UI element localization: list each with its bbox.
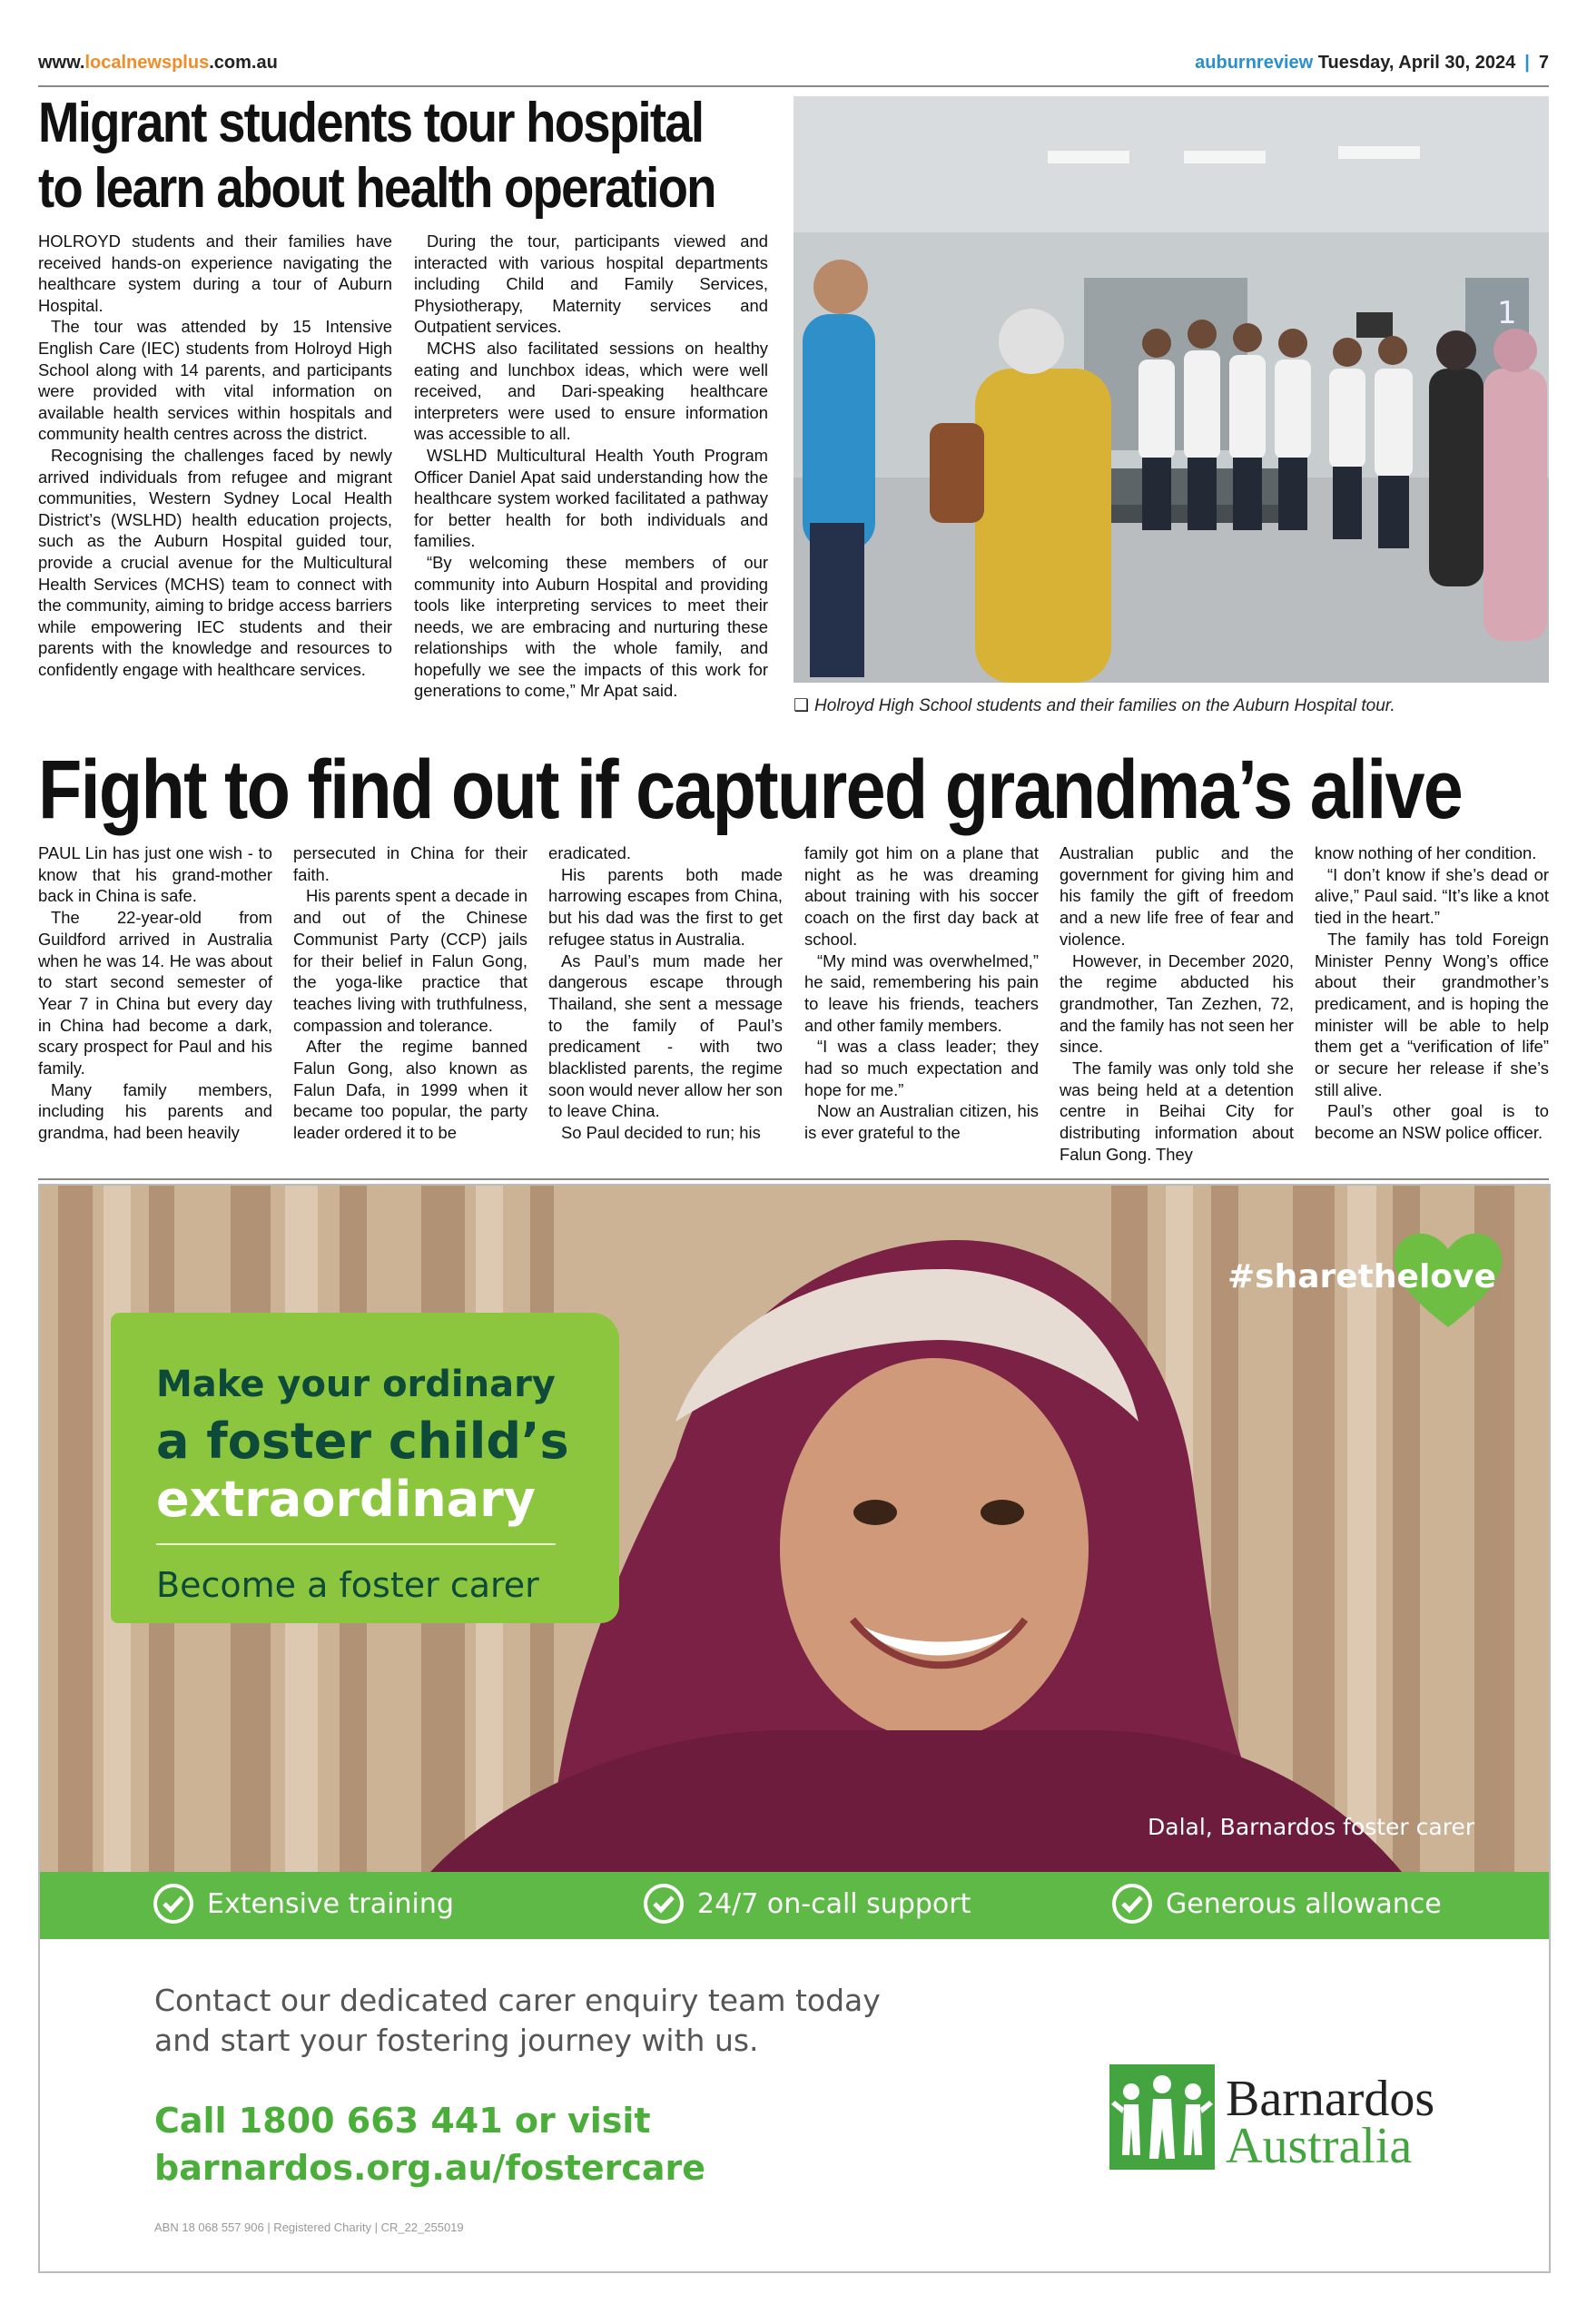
article2-column-2 (293, 842, 527, 1144)
mid-rule (38, 1178, 1549, 1180)
separator: | (1524, 53, 1530, 73)
paragraph: The family was only told she was being held at a detention centre in Beihai City for distributing information about Falun Gong. They (1060, 1059, 1294, 1164)
article1-headline (38, 91, 715, 222)
article2-column-4 (804, 842, 1039, 1144)
features-band (40, 1872, 1549, 1939)
feature-item (153, 1883, 454, 1925)
paragraph: During the tour, participants viewed and interacted with various hospital departments including Child and Family Services, Physiotherapy, Maternity services and Outpatient services. (414, 231, 768, 337)
article1-column-1 (38, 231, 392, 680)
svg-text:1: 1 (1497, 295, 1517, 331)
site-url[interactable] (38, 53, 278, 74)
hospital-tour-illustration (794, 96, 1549, 683)
paragraph: So Paul decided to run; his (561, 1123, 761, 1143)
contact-line2: and start your fostering journey with us. (154, 2023, 759, 2058)
paragraph: HOLROYD students and their families have received hands-on experience navigating the healthcare system during a tour of Auburn Hospital. (38, 231, 392, 315)
page-number: 7 (1538, 53, 1549, 73)
site-url-highlight: localnewsplus (84, 53, 210, 73)
paragraph: Australian public and the government for giving him and his family the gift of freedom and a new life free of fear and violence. (1060, 843, 1294, 949)
article1-headline-line1: Migrant students tour hospital (38, 92, 704, 154)
photo-caption (794, 695, 1395, 716)
paragraph: Paul’s other goal is to become an NSW police officer. (1315, 1101, 1549, 1143)
paragraph: PAUL Lin has just one wish - to know that his grand-mother back in China is safe. (38, 843, 272, 906)
paragraph: persecuted in China for their faith. (293, 843, 527, 884)
article2-column-5 (1060, 842, 1294, 1166)
paragraph: As Paul’s mum made her dangerous escape through Thailand, she sent a message to the family of Paul’s predicament - with two blacklisted parents, the regime soon would never allow her son to leave China. (548, 950, 783, 1121)
check-circle-icon (1111, 1883, 1153, 1925)
paragraph: know nothing of her condition. (1315, 843, 1537, 862)
site-url-suffix: .com.au (209, 53, 278, 73)
ad-headline-line1: Make your ordinary (156, 1364, 556, 1405)
paragraph: Many family members, including his parents and grandma, had been heavily (38, 1079, 272, 1143)
article2-column-1 (38, 842, 272, 1144)
contact-text (154, 1981, 881, 2061)
paragraph: Recognising the challenges faced by newly arrived individuals from refugee and migrant communities, Western Sydney Local Health District’s (WSLHD) health education projects, such as the Auburn Hospital guided tour, provide a crucial avenue for the Multicultural Health Services (MCHS) team to connect with the community, aiming to bridge access barriers while empowering IEC students and their parents with the knowledge and resources to confidently engage with healthcare services. (38, 445, 392, 679)
hashtag: #sharethelove (1227, 1258, 1496, 1295)
feature-item (1111, 1883, 1442, 1925)
masthead-brand-a: auburn (1195, 53, 1257, 73)
paragraph: eradicated. (548, 843, 631, 862)
hospital-tour-photo (794, 96, 1549, 683)
paragraph: His parents both made harrowing escapes from China, but his dad was the first to get refugee status in Australia. (548, 864, 783, 949)
logo-text-australia: Australia (1226, 2118, 1413, 2174)
paragraph: After the regime banned Falun Gong, also known as Falun Dafa, in 1999 when it became too popular, the party leader ordered it to be (293, 1037, 527, 1143)
feature-label: Generous allowance (1166, 1887, 1442, 1920)
paragraph: The family has told Foreign Minister Penny Wong’s office about their grandmother’s predicament, and is hoping the minister will be able to help them get a “verification of life” or secure her release if she’s still alive. (1315, 929, 1549, 1099)
paragraph: The tour was attended by 15 Intensive English Care (IEC) students from Holroyd High School along with 14 parents, and participants were provided with vital information on available health services within hospitals and community health centres across the district. (38, 317, 392, 444)
article1-headline-line2: to learn about health operation (38, 157, 715, 220)
phone-line[interactable]: Call 1800 663 441 or visit (154, 2101, 651, 2141)
site-url-prefix: www. (38, 53, 85, 73)
check-circle-icon (643, 1883, 685, 1925)
paragraph: MCHS also facilitated sessions on healthy eating and lunchbox ideas, which were well received, and Dari-speaking healthcare interpreters were used to ensure information was accessible to all. (414, 338, 768, 444)
barnardos-logo-mark (1109, 2064, 1215, 2170)
caption-square-icon: ❑ (794, 696, 810, 715)
paragraph: “I was a class leader; they had so much expectation and hope for me.” (804, 1037, 1039, 1099)
call-to-action[interactable] (154, 2097, 705, 2191)
abn-notice: ABN 18 068 557 906 | Registered Charity | CR_22_255019 (154, 2221, 464, 2234)
paragraph: “I don’t know if she’s dead or alive,” Paul said. “It’s like a knot tied in the heart.” (1315, 864, 1549, 928)
ad-headline-line3: extraordinary (156, 1471, 536, 1528)
paragraph: However, in December 2020, the regime abducted his grandmother, Tan Zezhen, 72, and the family has not seen her since. (1060, 950, 1294, 1057)
article2-headline: Fight to find out if captured grandma’s alive (38, 743, 1463, 836)
ad-headline-line2: a foster child’s (156, 1413, 569, 1470)
article2-column-3 (548, 842, 783, 1144)
feature-label: 24/7 on-call support (697, 1887, 971, 1920)
caption-text: Holroyd High School students and their families on the Auburn Hospital tour. (814, 696, 1395, 715)
paragraph: family got him on a plane that night as he was dreaming about training with his soccer coach on the first day back at school. (804, 843, 1039, 949)
photo-credit: Dalal, Barnardos foster carer (1148, 1814, 1475, 1840)
ad-divider (156, 1543, 556, 1545)
masthead (1195, 53, 1549, 74)
paragraph: “My mind was overwhelmed,” he said, remembering his pain to leave his friends, teachers and other family members. (804, 950, 1039, 1035)
article2-column-6 (1315, 842, 1549, 1144)
contact-line1: Contact our dedicated carer enquiry team today (154, 1983, 881, 2018)
logo-text-barnardos: Barnardos (1226, 2071, 1435, 2127)
issue-date: Tuesday, April 30, 2024 (1317, 53, 1516, 73)
feature-item (643, 1883, 971, 1925)
top-rule (38, 85, 1549, 87)
feature-label: Extensive training (207, 1887, 454, 1920)
article1-column-2 (414, 231, 768, 702)
figures-logo-icon (1109, 2064, 1215, 2170)
ad-cta: Become a foster carer (156, 1565, 539, 1605)
paragraph: Now an Australian citizen, his is ever grateful to the (804, 1101, 1039, 1143)
paragraph: His parents spent a decade in and out of the Chinese Communist Party (CCP) jails for their belief in Falun Gong, the yoga-like practice that teaches living with truthfulness, compassion and tolerance. (293, 886, 527, 1035)
masthead-brand-b: review (1256, 53, 1314, 73)
website-link[interactable]: barnardos.org.au/fostercare (154, 2148, 706, 2188)
paragraph: WSLHD Multicultural Health Youth Program Officer Daniel Apat said understanding how the healthcare system worked facilitated a pathway for better health for both individuals and families. (414, 445, 768, 551)
paragraph: The 22-year-old from Guildford arrived in Australia when he was 14. He was about to start second semester of Year 7 in China but every day in China had become a dark, scary prospect for Paul and his family. (38, 908, 272, 1078)
paragraph: “By welcoming these members of our community into Auburn Hospital and providing tools like interpreting services to meet their needs, we are embracing and nurturing these relationships with the whole family, and hopefully we see the impacts of this work for generations to come,” Mr Apat said. (414, 552, 768, 701)
ad-message-panel (111, 1313, 619, 1623)
check-circle-icon (153, 1883, 194, 1925)
